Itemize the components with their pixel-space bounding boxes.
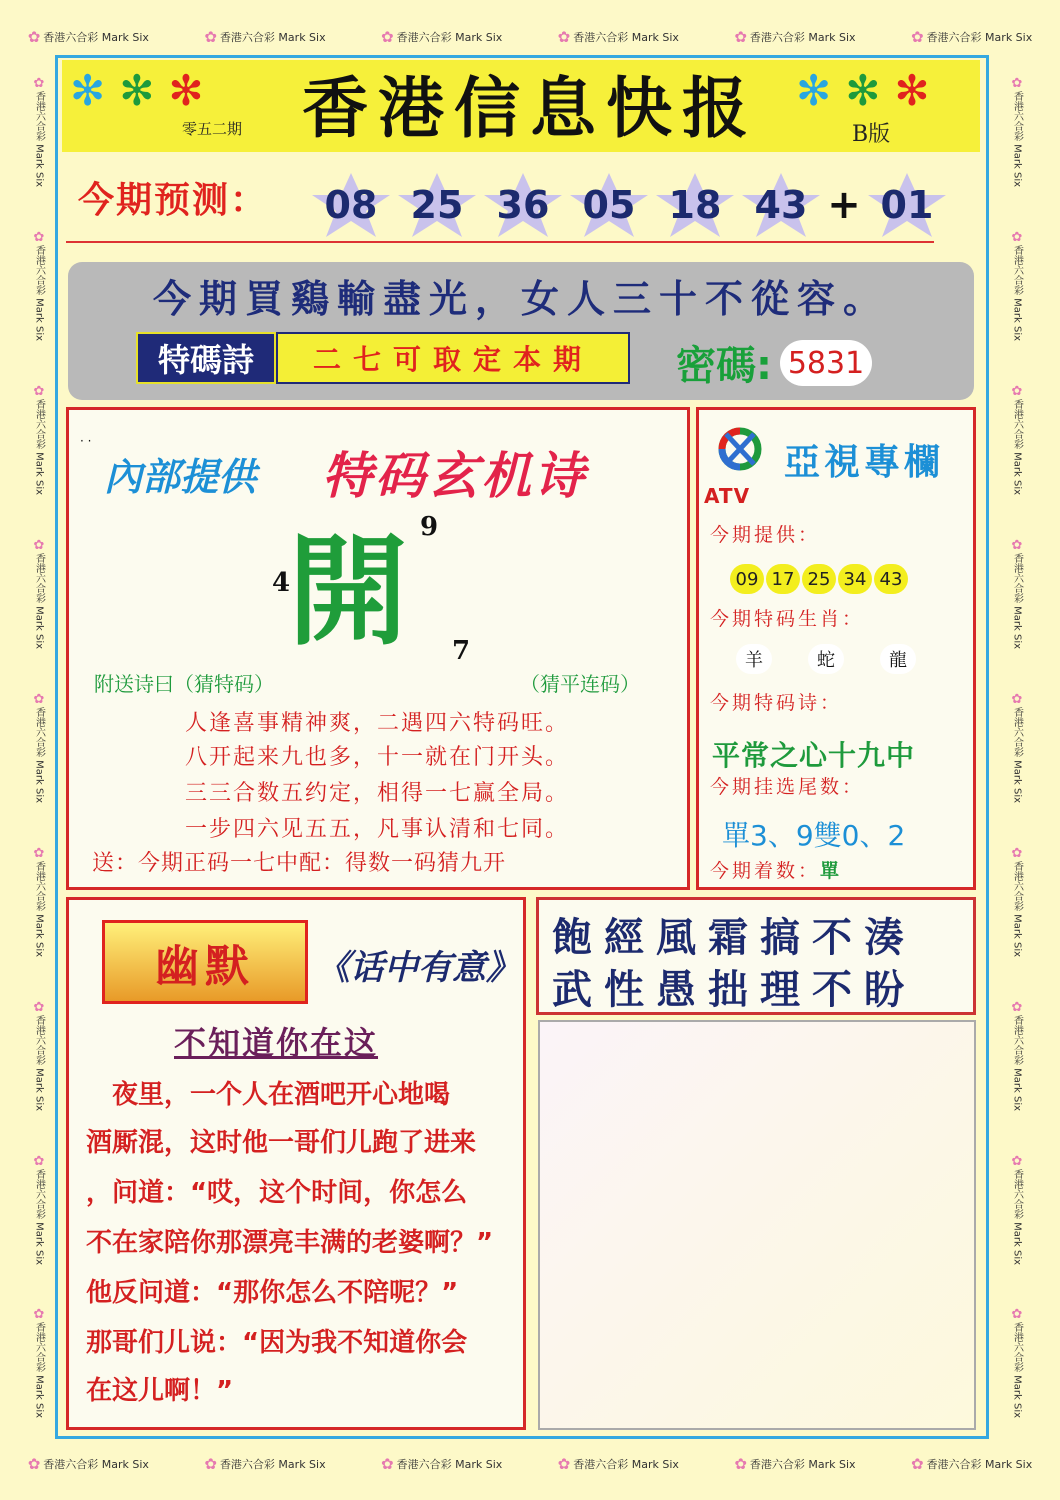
riddle-number-top: 9 xyxy=(420,512,439,542)
joke-line: 他反问道：“那你怎么不陪呢？” xyxy=(86,1278,459,1308)
watermark: ✿ 香港六合彩 Mark Six xyxy=(27,1455,149,1473)
flower-icon: ✿ xyxy=(1009,230,1025,246)
watermark: ✿香港六合彩 Mark Six xyxy=(1009,384,1025,496)
prediction-number: 36 xyxy=(480,171,566,239)
watermark: ✿ 香港六合彩 Mark Six xyxy=(734,1455,856,1473)
flower-icon: ✿ xyxy=(1009,999,1025,1015)
watermark: ✿ 香港六合彩 Mark Six xyxy=(734,28,856,46)
poem-verse: 八开起来九也多，十一就在门开头。 xyxy=(184,745,569,770)
atv-provide-label: 今期提供： xyxy=(710,524,821,546)
watermark: ✿香港六合彩 Mark Six xyxy=(1009,999,1025,1111)
asterisk-icon: ✻ xyxy=(70,66,106,115)
flower-icon: ✿ xyxy=(557,28,571,46)
prediction-label: 今期预测： xyxy=(78,180,269,221)
watermark: ✿香港六合彩 Mark Six xyxy=(1009,691,1025,803)
watermark: ✿香港六合彩 Mark Six xyxy=(31,538,47,650)
prediction-number: 43 xyxy=(738,171,824,239)
mima-label: 密碼: xyxy=(676,343,772,389)
flower-icon: ✿ xyxy=(1009,76,1025,92)
atv-zhe-label: 今期着数： xyxy=(710,860,821,882)
prediction-numbers xyxy=(308,170,950,240)
flower-icon: ✿ xyxy=(1009,384,1025,400)
flower-icon: ✿ xyxy=(204,1455,217,1473)
atv-number-balls xyxy=(730,564,908,594)
number-ball: 25 xyxy=(802,564,836,594)
asterisk-icon: ✻ xyxy=(119,66,155,115)
atv-logo-icon xyxy=(708,424,772,474)
watermark: ✿香港六合彩 Mark Six xyxy=(31,999,47,1111)
zodiac-chip: 龍 xyxy=(880,644,916,674)
flower-icon: ✿ xyxy=(734,1455,747,1473)
watermark: ✿香港六合彩 Mark Six xyxy=(31,1307,47,1419)
provider-label: 內部提供 xyxy=(104,455,257,499)
zodiac-chip: 蛇 xyxy=(808,644,844,674)
watermark: ✿ 香港六合彩 Mark Six xyxy=(557,1455,679,1473)
watermark: ✿ 香港六合彩 Mark Six xyxy=(381,28,503,46)
flower-icon: ✿ xyxy=(910,28,924,46)
poem-subtitle-right: （猜平连码） xyxy=(520,672,640,696)
atv-poem: 平常之心十九中 xyxy=(712,739,916,772)
flower-icon: ✿ xyxy=(31,230,47,246)
atv-tail-value: 單3、9雙0、2 xyxy=(722,819,906,852)
prediction-number: 18 xyxy=(652,171,738,239)
flower-icon: ✿ xyxy=(31,1307,47,1323)
flower-icon: ✿ xyxy=(1009,538,1025,554)
mima-value: 5831 xyxy=(780,340,872,386)
flower-icon: ✿ xyxy=(204,28,217,46)
joke-line: 在这儿啊！” xyxy=(86,1376,234,1406)
joke-line: 夜里，一个人在酒吧开心地喝 xyxy=(86,1080,451,1110)
atv-zodiac-label: 今期特码生肖： xyxy=(710,608,865,630)
watermark: ✿ 香港六合彩 Mark Six xyxy=(27,28,149,46)
number-ball: 34 xyxy=(838,564,872,594)
asterisk-icon: ✻ xyxy=(796,66,832,115)
joke-line: ，问道：“哎，这个时间，你怎么 xyxy=(86,1178,468,1208)
issue-number: 零五二期 xyxy=(182,120,243,138)
poem-subtitle-left: 附送诗曰（猜特码） xyxy=(94,672,274,696)
watermark: ✿ 香港六合彩 Mark Six xyxy=(204,28,326,46)
number-ball: 17 xyxy=(766,564,800,594)
flower-icon: ✿ xyxy=(31,1153,47,1169)
decor-stars-left xyxy=(70,66,204,115)
joke-tag: 《话中有意》 xyxy=(316,948,520,988)
watermark: ✿香港六合彩 Mark Six xyxy=(31,845,47,957)
joke-line: 不在家陪你那漂亮丰满的老婆啊？” xyxy=(86,1228,494,1258)
flower-icon: ✿ xyxy=(1009,1307,1025,1323)
watermark: ✿香港六合彩 Mark Six xyxy=(31,691,47,803)
flower-icon: ✿ xyxy=(31,384,47,400)
watermark: ✿香港六合彩 Mark Six xyxy=(31,76,47,188)
watermark: ✿ 香港六合彩 Mark Six xyxy=(910,1455,1033,1473)
edition-label: B版 xyxy=(852,122,891,147)
riddle-number-bottom: 7 xyxy=(452,636,471,666)
divider xyxy=(66,241,934,243)
joke-title: 不知道你在这 xyxy=(174,1024,379,1062)
flower-icon: ✿ xyxy=(734,28,747,46)
flower-icon: ✿ xyxy=(31,538,47,554)
decor-dots: · · xyxy=(80,434,92,448)
watermark: ✿ 香港六合彩 Mark Six xyxy=(910,28,1033,46)
page-title: 香港信息快报 xyxy=(302,69,758,147)
flower-icon: ✿ xyxy=(31,845,47,861)
flower-icon: ✿ xyxy=(27,28,41,46)
flower-icon: ✿ xyxy=(1009,845,1025,861)
atv-zhe xyxy=(710,856,842,883)
riddle-number-left: 4 xyxy=(272,568,291,598)
flower-icon: ✿ xyxy=(557,1455,571,1473)
flower-icon: ✿ xyxy=(381,28,394,46)
flower-icon: ✿ xyxy=(381,1455,394,1473)
watermark-strip-top xyxy=(0,15,1060,59)
flower-icon: ✿ xyxy=(31,691,47,707)
number-ball: 09 xyxy=(730,564,764,594)
atv-title: 亞視專欄 xyxy=(784,442,945,483)
watermark: ✿香港六合彩 Mark Six xyxy=(1009,230,1025,342)
riddle-character: 開 xyxy=(288,523,408,662)
atv-zhe-value: 單 xyxy=(820,860,843,882)
watermark: ✿香港六合彩 Mark Six xyxy=(1009,845,1025,957)
asterisk-icon: ✻ xyxy=(894,66,930,115)
atv-tail-label: 今期挂选尾数： xyxy=(710,776,865,798)
asterisk-icon: ✻ xyxy=(845,66,881,115)
atv-logo-text: ATV xyxy=(704,484,751,508)
tms-poem: 二七可取定本期 xyxy=(276,332,630,384)
watermark: ✿香港六合彩 Mark Six xyxy=(1009,1307,1025,1419)
atv-poem-label: 今期特码诗： xyxy=(710,692,843,714)
watermark-strip-bottom xyxy=(0,1442,1060,1486)
watermark: ✿香港六合彩 Mark Six xyxy=(1009,76,1025,188)
flower-icon: ✿ xyxy=(1009,691,1025,707)
watermark: ✿ 香港六合彩 Mark Six xyxy=(381,1455,503,1473)
poem-verse: 一步四六见五五，凡事认清和七同。 xyxy=(184,817,569,842)
decor-stars-right xyxy=(796,66,930,115)
poem-verse: 人逢喜事精神爽，二遇四六特码旺。 xyxy=(184,711,569,736)
verse-line: 飽經風霜搞不湊 xyxy=(552,914,916,961)
prediction-number: 08 xyxy=(308,171,394,239)
number-ball: 43 xyxy=(874,564,908,594)
verse-line: 武性愚拙理不盼 xyxy=(552,966,916,1013)
poem-verse: 三三合数五约定，相得一七赢全局。 xyxy=(184,781,569,806)
flower-icon: ✿ xyxy=(31,999,47,1015)
poem-footer: 送：今期正码一七中配：得数一码猜九开 xyxy=(92,851,507,876)
watermark: ✿香港六合彩 Mark Six xyxy=(1009,1153,1025,1265)
tms-label: 特碼詩 xyxy=(136,332,276,384)
joke-line: 酒厮混，这时他一哥们儿跑了进来 xyxy=(86,1128,477,1158)
flower-icon: ✿ xyxy=(910,1455,924,1473)
atv-zodiac-list xyxy=(736,644,916,674)
watermark: ✿ 香港六合彩 Mark Six xyxy=(557,28,679,46)
watermark: ✿ 香港六合彩 Mark Six xyxy=(204,1455,326,1473)
prediction-number: 25 xyxy=(394,171,480,239)
watermark: ✿香港六合彩 Mark Six xyxy=(31,230,47,342)
flower-icon: ✿ xyxy=(27,1455,41,1473)
slogan: 今期買鷄輸盡光，女人三十不從容。 xyxy=(152,277,889,321)
poem-panel-title: 特码玄机诗 xyxy=(322,447,587,505)
joke-line: 那哥们儿说：“因为我不知道你会 xyxy=(86,1328,468,1358)
zodiac-chip: 羊 xyxy=(736,644,772,674)
flower-icon: ✿ xyxy=(31,76,47,92)
asterisk-icon: ✻ xyxy=(168,66,204,115)
watermark-strip-left xyxy=(24,55,54,1440)
joke-badge: 幽默 xyxy=(102,920,308,1004)
flower-icon: ✿ xyxy=(1009,1153,1025,1169)
watermark: ✿香港六合彩 Mark Six xyxy=(31,384,47,496)
plus-sign: + xyxy=(827,182,861,228)
watermark-strip-right xyxy=(1002,55,1032,1440)
prediction-number: 05 xyxy=(566,171,652,239)
watermark: ✿香港六合彩 Mark Six xyxy=(31,1153,47,1265)
blank-area xyxy=(538,1020,976,1430)
watermark: ✿香港六合彩 Mark Six xyxy=(1009,538,1025,650)
special-number: 01 xyxy=(864,171,950,239)
